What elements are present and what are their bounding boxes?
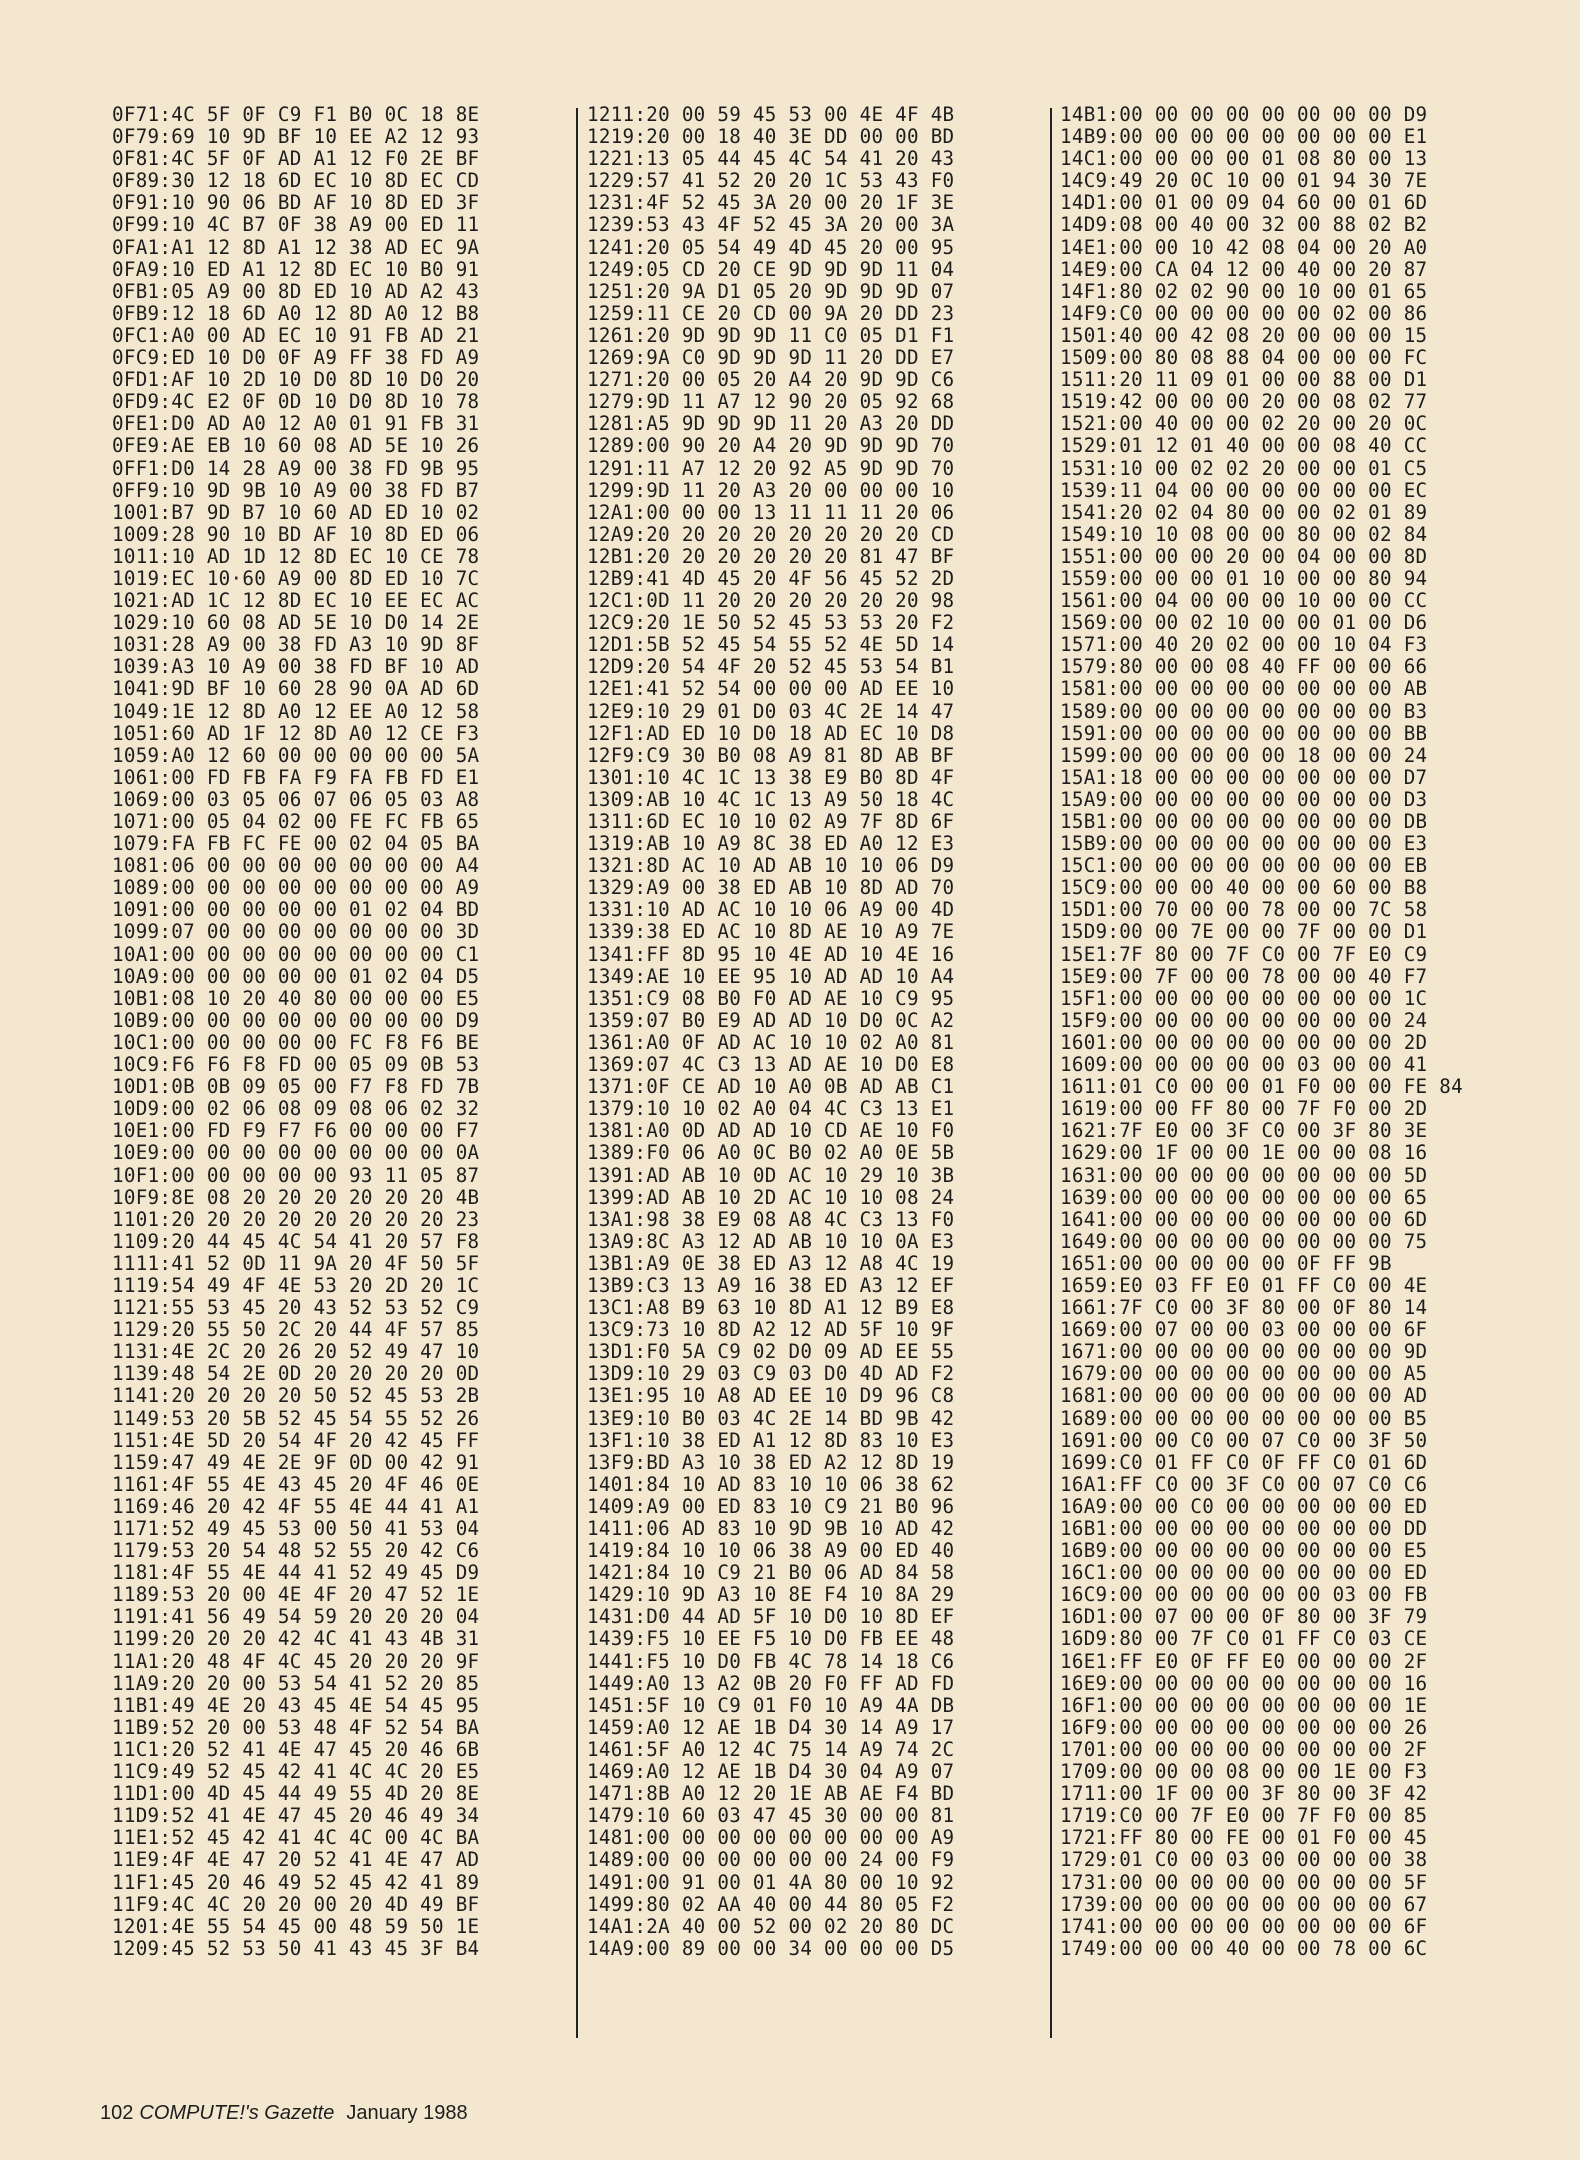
- listing-line: 1001:B7 9D B7 10 60 AD ED 10 02: [112, 500, 480, 524]
- listing-line: 13E9:10 B0 03 4C 2E 14 BD 9B 42: [587, 1406, 955, 1430]
- listing-line: 1681:00 00 00 00 00 00 00 00 AD: [1060, 1384, 1428, 1408]
- listing-line: 0FF1:D0 14 28 A9 00 38 FD 9B 95: [112, 456, 480, 480]
- listing-line: 1131:4E 2C 20 26 20 52 49 47 10: [112, 1340, 480, 1364]
- listing-line: 1731:00 00 00 00 00 00 00 00 5F: [1060, 1870, 1428, 1894]
- listing-line: 1639:00 00 00 00 00 00 00 00 65: [1060, 1185, 1428, 1209]
- listing-line: 1419:84 10 10 06 38 A9 00 ED 40: [587, 1539, 955, 1563]
- listing-line: 16E9:00 00 00 00 00 00 00 00 16: [1060, 1671, 1428, 1695]
- listing-line: 1701:00 00 00 00 00 00 00 00 2F: [1060, 1737, 1428, 1761]
- listing-line: 15E9:00 7F 00 00 78 00 00 40 F7: [1060, 964, 1428, 988]
- listing-line: 13A1:98 38 E9 08 A8 4C C3 13 F0: [587, 1207, 955, 1231]
- listing-line: 1331:10 AD AC 10 10 06 A9 00 4D: [587, 898, 955, 922]
- listing-line: 1741:00 00 00 00 00 00 00 00 6F: [1060, 1914, 1428, 1938]
- listing-line: 1411:06 AD 83 10 9D 9B 10 AD 42: [587, 1517, 955, 1540]
- listing-line: 11E1:52 45 42 41 4C 4C 00 4C BA: [112, 1826, 480, 1850]
- magazine-title: COMPUTE!'s Gazette: [139, 2102, 335, 2124]
- listing-line: 1061:00 FD FB FA F9 FA FB FD E1: [112, 765, 480, 789]
- listing-line: 1129:20 55 50 2C 20 44 4F 57 85: [112, 1318, 480, 1342]
- listing-line: 1221:13 05 44 45 4C 54 41 20 43: [587, 147, 955, 171]
- listing-line: 1489:00 00 00 00 00 00 24 00 F9: [587, 1848, 955, 1872]
- listing-line: 1661:7F C0 00 3F 80 00 0F 80 14: [1060, 1296, 1428, 1320]
- listing-line: 10F9:8E 08 20 20 20 20 20 20 4B: [112, 1185, 480, 1209]
- listing-line: 1339:38 ED AC 10 8D AE 10 A9 7E: [587, 920, 955, 944]
- listing-line: 12D9:20 54 4F 20 52 45 53 54 B1: [587, 655, 955, 679]
- listing-line: 1569:00 00 02 10 00 00 01 00 D6: [1060, 611, 1428, 635]
- listing-line: 10F1:00 00 00 00 00 93 11 05 87: [112, 1163, 480, 1187]
- listing-line: 1219:20 00 18 40 3E DD 00 00 BD: [587, 125, 955, 149]
- listing-line: 12F1:AD ED 10 D0 18 AD EC 10 D8: [587, 721, 955, 745]
- listing-column-3: [1060, 104, 1463, 1960]
- listing-line: 1599:00 00 00 00 00 18 00 00 24: [1060, 743, 1428, 767]
- listing-line: 12A1:00 00 00 13 11 11 11 20 06: [587, 500, 955, 524]
- listing-line: 1651:00 00 00 00 00 0F FF 9B: [1060, 1251, 1392, 1275]
- listing-line: 0FD1:AF 10 2D 10 D0 8D 10 D0 20: [112, 368, 480, 392]
- listing-line: 11F1:45 20 46 49 52 45 42 41 89: [112, 1870, 480, 1894]
- listing-line: 1471:8B A0 12 20 1E AB AE F4 BD: [587, 1782, 955, 1806]
- listing-line: 1311:6D EC 10 10 02 A9 7F 8D 6F: [587, 810, 955, 833]
- listing-line: 16D9:80 00 7F C0 01 FF C0 03 CE: [1060, 1627, 1428, 1651]
- listing-line: 1149:53 20 5B 52 45 54 55 52 26: [112, 1406, 480, 1430]
- listing-line: 16C1:00 00 00 00 00 00 00 00 ED: [1060, 1561, 1428, 1585]
- listing-line: 13C9:73 10 8D A2 12 AD 5F 10 9F: [587, 1318, 955, 1342]
- listing-line: 1081:06 00 00 00 00 00 00 00 A4: [112, 854, 480, 878]
- listing-line: 1379:10 10 02 A0 04 4C C3 13 E1: [587, 1097, 955, 1121]
- listing-line: 1459:A0 12 AE 1B D4 30 14 A9 17: [587, 1715, 955, 1739]
- listing-line: 1269:9A C0 9D 9D 9D 11 20 DD E7: [587, 346, 955, 370]
- listing-line: 16E1:FF E0 0F FF E0 00 00 00 2F: [1060, 1649, 1428, 1673]
- listing-line: 1441:F5 10 D0 FB 4C 78 14 18 C6: [587, 1649, 955, 1673]
- listing-line: 1289:00 90 20 A4 20 9D 9D 9D 70: [587, 434, 955, 458]
- listing-line: 1719:C0 00 7F E0 00 7F F0 00 85: [1060, 1804, 1428, 1828]
- listing-line: 1281:A5 9D 9D 9D 11 20 A3 20 DD: [587, 412, 955, 436]
- listing-line: 14D9:08 00 40 00 32 00 88 02 B2: [1060, 213, 1428, 237]
- listing-line: 1571:00 40 20 02 00 00 10 04 F3: [1060, 633, 1428, 657]
- listing-line: 1591:00 00 00 00 00 00 00 00 BB: [1060, 721, 1428, 745]
- listing-line: 0FE1:D0 AD A0 12 A0 01 91 FB 31: [112, 412, 480, 436]
- listing-line: 1029:10 60 08 AD 5E 10 D0 14 2E: [112, 611, 480, 635]
- listing-line: 1259:11 CE 20 CD 00 9A 20 DD 23: [587, 301, 955, 325]
- listing-line: 0FD9:4C E2 0F 0D 10 D0 8D 10 78: [112, 390, 480, 414]
- listing-line: 16C9:00 00 00 00 00 00 03 00 FB: [1060, 1583, 1428, 1607]
- listing-line: 1711:00 1F 00 00 3F 80 00 3F 42: [1060, 1782, 1428, 1806]
- listing-line: 1619:00 00 FF 80 00 7F F0 00 2D: [1060, 1097, 1428, 1121]
- listing-line: 13D9:10 29 03 C9 03 D0 4D AD F2: [587, 1362, 955, 1386]
- listing-line: 1629:00 1F 00 00 1E 00 00 08 16: [1060, 1141, 1428, 1165]
- listing-line: 11C9:49 52 45 42 41 4C 4C 20 E5: [112, 1760, 480, 1784]
- listing-line: 1611:01 C0 00 00 01 F0 00 00 FE 84: [1060, 1075, 1463, 1099]
- listing-line: 1659:E0 03 FF E0 01 FF C0 00 4E: [1060, 1273, 1428, 1297]
- column-divider: [1050, 108, 1052, 2038]
- listing-line: 1271:20 00 05 20 A4 20 9D 9D C6: [587, 368, 955, 392]
- listing-line: 1581:00 00 00 00 00 00 00 00 AB: [1060, 677, 1428, 701]
- listing-line: 1119:54 49 4F 4E 53 20 2D 20 1C: [112, 1273, 480, 1297]
- listing-line: 1239:53 43 4F 52 45 3A 20 00 3A: [587, 213, 955, 237]
- listing-line: 11E9:4F 4E 47 20 52 41 4E 47 AD: [112, 1848, 480, 1872]
- listing-line: 1171:52 49 45 53 00 50 41 53 04: [112, 1517, 480, 1540]
- listing-line: 1241:20 05 54 49 4D 45 20 00 95: [587, 235, 955, 259]
- listing-line: 14E9:00 CA 04 12 00 40 00 20 87: [1060, 257, 1428, 281]
- listing-line: 12A9:20 20 20 20 20 20 20 20 CD: [587, 522, 955, 546]
- listing-line: 16B9:00 00 00 00 00 00 00 00 E5: [1060, 1539, 1428, 1563]
- listing-line: 13F9:BD A3 10 38 ED A2 12 8D 19: [587, 1450, 955, 1474]
- listing-line: 1439:F5 10 EE F5 10 D0 FB EE 48: [587, 1627, 955, 1651]
- listing-line: 1501:40 00 42 08 20 00 00 00 15: [1060, 323, 1428, 347]
- listing-line: 1399:AD AB 10 2D AC 10 10 08 24: [587, 1185, 955, 1209]
- listing-line: 1511:20 11 09 01 00 00 88 00 D1: [1060, 368, 1428, 392]
- listing-line: 12C9:20 1E 50 52 45 53 53 20 F2: [587, 611, 955, 635]
- listing-line: 12C1:0D 11 20 20 20 20 20 20 98: [587, 589, 955, 613]
- listing-line: 10A1:00 00 00 00 00 00 00 00 C1: [112, 942, 480, 966]
- listing-line: 1601:00 00 00 00 00 00 00 00 2D: [1060, 1030, 1428, 1054]
- listing-line: 1371:0F CE AD 10 A0 0B AD AB C1: [587, 1075, 955, 1099]
- listing-line: 14C9:49 20 0C 10 00 01 94 30 7E: [1060, 169, 1428, 193]
- listing-line: 1111:41 52 0D 11 9A 20 4F 50 5F: [112, 1251, 480, 1275]
- listing-line: 10D1:0B 0B 09 05 00 F7 F8 FD 7B: [112, 1075, 480, 1099]
- listing-line: 1449:A0 13 A2 0B 20 F0 FF AD FD: [587, 1671, 955, 1695]
- listing-line: 11B1:49 4E 20 43 45 4E 54 45 95: [112, 1693, 480, 1717]
- listing-line: 1189:53 20 00 4E 4F 20 47 52 1E: [112, 1583, 480, 1607]
- listing-line: 14B1:00 00 00 00 00 00 00 00 D9: [1060, 103, 1428, 126]
- listing-line: 1039:A3 10 A9 00 38 FD BF 10 AD: [112, 655, 480, 679]
- listing-line: 1689:00 00 00 00 00 00 00 00 B5: [1060, 1406, 1428, 1430]
- listing-line: 13B1:A9 0E 38 ED A3 12 A8 4C 19: [587, 1251, 955, 1275]
- listing-line: 1739:00 00 00 00 00 00 00 00 67: [1060, 1892, 1428, 1916]
- listing-line: 10B9:00 00 00 00 00 00 00 00 D9: [112, 1008, 480, 1032]
- listing-line: 10E9:00 00 00 00 00 00 00 00 0A: [112, 1141, 480, 1165]
- listing-line: 1589:00 00 00 00 00 00 00 00 B3: [1060, 699, 1428, 723]
- listing-line: 1491:00 91 00 01 4A 80 00 10 92: [587, 1870, 955, 1894]
- listing-line: 13E1:95 10 A8 AD EE 10 D9 96 C8: [587, 1384, 955, 1408]
- listing-line: 0FA1:A1 12 8D A1 12 38 AD EC 9A: [112, 235, 480, 259]
- listing-line: 1121:55 53 45 20 43 52 53 52 C9: [112, 1296, 480, 1320]
- listing-line: 14F9:C0 00 00 00 00 00 02 00 86: [1060, 301, 1428, 325]
- listing-line: 1671:00 00 00 00 00 00 00 00 9D: [1060, 1340, 1428, 1364]
- listing-line: 11F9:4C 4C 20 20 00 20 4D 49 BF: [112, 1892, 480, 1916]
- listing-line: 0FC9:ED 10 D0 0F A9 FF 38 FD A9: [112, 346, 480, 370]
- listing-line: 11C1:20 52 41 4E 47 45 20 46 6B: [112, 1737, 480, 1761]
- listing-line: 0F81:4C 5F 0F AD A1 12 F0 2E BF: [112, 147, 480, 171]
- listing-line: 1051:60 AD 1F 12 8D A0 12 CE F3: [112, 721, 480, 745]
- listing-line: 1401:84 10 AD 83 10 10 06 38 62: [587, 1472, 955, 1496]
- listing-line: 15B9:00 00 00 00 00 00 00 00 E3: [1060, 832, 1428, 856]
- listing-line: 1709:00 00 00 08 00 00 1E 00 F3: [1060, 1760, 1428, 1784]
- listing-line: 1649:00 00 00 00 00 00 00 00 75: [1060, 1229, 1428, 1253]
- listing-line: 11A1:20 48 4F 4C 45 20 20 20 9F: [112, 1649, 480, 1673]
- listing-line: 1151:4E 5D 20 54 4F 20 42 45 FF: [112, 1428, 480, 1452]
- listing-line: 15D9:00 00 7E 00 00 7F 00 00 D1: [1060, 920, 1428, 944]
- listing-line: 1431:D0 44 AD 5F 10 D0 10 8D EF: [587, 1605, 955, 1629]
- listing-line: 1539:11 04 00 00 00 00 00 00 EC: [1060, 478, 1428, 502]
- listing-line: 12E9:10 29 01 D0 03 4C 2E 14 47: [587, 699, 955, 723]
- listing-line: 1279:9D 11 A7 12 90 20 05 92 68: [587, 390, 955, 414]
- listing-line: 1691:00 00 C0 00 07 C0 00 3F 50: [1060, 1428, 1428, 1452]
- listing-line: 13F1:10 38 ED A1 12 8D 83 10 E3: [587, 1428, 955, 1452]
- listing-line: 1309:AB 10 4C 1C 13 A9 50 18 4C: [587, 787, 955, 811]
- listing-line: 1211:20 00 59 45 53 00 4E 4F 4B: [587, 103, 955, 126]
- listing-line: 1049:1E 12 8D A0 12 EE A0 12 58: [112, 699, 480, 723]
- listing-line: 1301:10 4C 1C 13 38 E9 B0 8D 4F: [587, 765, 955, 789]
- listing-line: 0FB9:12 18 6D A0 12 8D A0 12 B8: [112, 301, 480, 325]
- listing-line: 13D1:F0 5A C9 02 D0 09 AD EE 55: [587, 1340, 955, 1364]
- listing-line: 1019:EC 10·60 A9 00 8D ED 10 7C: [112, 566, 480, 590]
- listing-line: 1509:00 80 08 88 04 00 00 00 FC: [1060, 346, 1428, 370]
- listing-line: 15A1:18 00 00 00 00 00 00 00 D7: [1060, 765, 1428, 789]
- listing-line: 0F89:30 12 18 6D EC 10 8D EC CD: [112, 169, 480, 193]
- listing-line: 1199:20 20 20 42 4C 41 43 4B 31: [112, 1627, 480, 1651]
- listing-line: 1641:00 00 00 00 00 00 00 00 6D: [1060, 1207, 1428, 1231]
- listing-line: 10C1:00 00 00 00 00 FC F8 F6 BE: [112, 1030, 480, 1054]
- listing-line: 1291:11 A7 12 20 92 A5 9D 9D 70: [587, 456, 955, 480]
- listing-line: 1251:20 9A D1 05 20 9D 9D 9D 07: [587, 279, 955, 303]
- listing-line: 12B1:20 20 20 20 20 20 81 47 BF: [587, 544, 955, 568]
- listing-line: 13A9:8C A3 12 AD AB 10 10 0A E3: [587, 1229, 955, 1253]
- listing-line: 1561:00 04 00 00 00 10 00 00 CC: [1060, 589, 1428, 613]
- listing-line: 12F9:C9 30 B0 08 A9 81 8D AB BF: [587, 743, 955, 767]
- listing-line: 1229:57 41 52 20 20 1C 53 43 F0: [587, 169, 955, 193]
- listing-line: 1299:9D 11 20 A3 20 00 00 00 10: [587, 478, 955, 502]
- listing-line: 1721:FF 80 00 FE 00 01 F0 00 45: [1060, 1826, 1428, 1850]
- listing-line: 1389:F0 06 A0 0C B0 02 A0 0E 5B: [587, 1141, 955, 1165]
- listing-line: 13B9:C3 13 A9 16 38 ED A3 12 EF: [587, 1273, 955, 1297]
- listing-line: 1469:A0 12 AE 1B D4 30 04 A9 07: [587, 1760, 955, 1784]
- listing-line: 14B9:00 00 00 00 00 00 00 00 E1: [1060, 125, 1428, 149]
- listing-line: 1261:20 9D 9D 9D 11 C0 05 D1 F1: [587, 323, 955, 347]
- listing-line: 12B9:41 4D 45 20 4F 56 45 52 2D: [587, 566, 955, 590]
- listing-line: 14A9:00 89 00 00 34 00 00 00 D5: [587, 1936, 955, 1960]
- listing-line: 16A1:FF C0 00 3F C0 00 07 C0 C6: [1060, 1472, 1428, 1496]
- listing-line: 1091:00 00 00 00 00 01 02 04 BD: [112, 898, 480, 922]
- listing-line: 15E1:7F 80 00 7F C0 00 7F E0 C9: [1060, 942, 1428, 966]
- listing-line: 11D1:00 4D 45 44 49 55 4D 20 8E: [112, 1782, 480, 1806]
- listing-line: 1101:20 20 20 20 20 20 20 20 23: [112, 1207, 480, 1231]
- listing-line: 1549:10 10 08 00 00 80 00 02 84: [1060, 522, 1428, 546]
- listing-line: 1521:00 40 00 00 02 20 00 20 0C: [1060, 412, 1428, 436]
- listing-line: 16D1:00 07 00 00 0F 80 00 3F 79: [1060, 1605, 1428, 1629]
- listing-line: 0FB1:05 A9 00 8D ED 10 AD A2 43: [112, 279, 480, 303]
- listing-line: 11B9:52 20 00 53 48 4F 52 54 BA: [112, 1715, 480, 1739]
- listing-line: 1011:10 AD 1D 12 8D EC 10 CE 78: [112, 544, 480, 568]
- listing-line: 15C1:00 00 00 00 00 00 00 00 EB: [1060, 854, 1428, 878]
- listing-line: 1161:4F 55 4E 43 45 20 4F 46 0E: [112, 1472, 480, 1496]
- listing-line: 1669:00 07 00 00 03 00 00 00 6F: [1060, 1318, 1428, 1342]
- machine-language-listing: [100, 104, 1580, 2064]
- listing-line: 1559:00 00 00 01 10 00 00 80 94: [1060, 566, 1428, 590]
- listing-line: 12D1:5B 52 45 54 55 52 4E 5D 14: [587, 633, 955, 657]
- listing-line: 1429:10 9D A3 10 8E F4 10 8A 29: [587, 1583, 955, 1607]
- listing-line: 1609:00 00 00 00 00 03 00 00 41: [1060, 1053, 1428, 1077]
- listing-line: 1079:FA FB FC FE 00 02 04 05 BA: [112, 832, 480, 856]
- listing-line: 10E1:00 FD F9 F7 F6 00 00 00 F7: [112, 1119, 480, 1143]
- listing-line: 1249:05 CD 20 CE 9D 9D 9D 11 04: [587, 257, 955, 281]
- listing-line: 14A1:2A 40 00 52 00 02 20 80 DC: [587, 1914, 955, 1938]
- listing-line: 1109:20 44 45 4C 54 41 20 57 F8: [112, 1229, 480, 1253]
- listing-line: 1181:4F 55 4E 44 41 52 49 45 D9: [112, 1561, 480, 1585]
- listing-line: 1321:8D AC 10 AD AB 10 10 06 D9: [587, 854, 955, 878]
- listing-line: 16F9:00 00 00 00 00 00 00 00 26: [1060, 1715, 1428, 1739]
- listing-line: 1481:00 00 00 00 00 00 00 00 A9: [587, 1826, 955, 1850]
- listing-line: 15B1:00 00 00 00 00 00 00 00 DB: [1060, 810, 1428, 833]
- listing-line: 1699:C0 01 FF C0 0F FF C0 01 6D: [1060, 1450, 1428, 1474]
- listing-line: 1071:00 05 04 02 00 FE FC FB 65: [112, 810, 480, 833]
- listing-line: 10B1:08 10 20 40 80 00 00 00 E5: [112, 986, 480, 1010]
- listing-line: 0FE9:AE EB 10 60 08 AD 5E 10 26: [112, 434, 480, 458]
- listing-line: 1541:20 02 04 80 00 00 02 01 89: [1060, 500, 1428, 524]
- column-divider: [576, 108, 578, 2038]
- listing-line: 1179:53 20 54 48 52 55 20 42 C6: [112, 1539, 480, 1563]
- issue-date: January 1988: [346, 2102, 468, 2124]
- listing-line: 1499:80 02 AA 40 00 44 80 05 F2: [587, 1892, 955, 1916]
- listing-line: 1631:00 00 00 00 00 00 00 00 5D: [1060, 1163, 1428, 1187]
- listing-line: 1519:42 00 00 00 20 00 08 02 77: [1060, 390, 1428, 414]
- listing-line: 1381:A0 0D AD AD 10 CD AE 10 F0: [587, 1119, 955, 1143]
- listing-line: 1231:4F 52 45 3A 20 00 20 1F 3E: [587, 191, 955, 215]
- listing-line: 10D9:00 02 06 08 09 08 06 02 32: [112, 1097, 480, 1121]
- listing-line: 15A9:00 00 00 00 00 00 00 00 D3: [1060, 787, 1428, 811]
- listing-line: 1099:07 00 00 00 00 00 00 00 3D: [112, 920, 480, 944]
- listing-line: 1009:28 90 10 BD AF 10 8D ED 06: [112, 522, 480, 546]
- listing-line: 1361:A0 0F AD AC 10 10 02 A0 81: [587, 1030, 955, 1054]
- listing-line: 16B1:00 00 00 00 00 00 00 00 DD: [1060, 1517, 1428, 1540]
- listing-line: 14C1:00 00 00 00 01 08 80 00 13: [1060, 147, 1428, 171]
- listing-line: 14E1:00 00 10 42 08 04 00 20 A0: [1060, 235, 1428, 259]
- listing-line: 16F1:00 00 00 00 00 00 00 00 1E: [1060, 1693, 1428, 1717]
- listing-line: 1729:01 C0 00 03 00 00 00 00 38: [1060, 1848, 1428, 1872]
- listing-line: 1551:00 00 00 20 00 04 00 00 8D: [1060, 544, 1428, 568]
- listing-line: 1359:07 B0 E9 AD AD 10 D0 0C A2: [587, 1008, 955, 1032]
- listing-line: 1349:AE 10 EE 95 10 AD AD 10 A4: [587, 964, 955, 988]
- listing-line: 1169:46 20 42 4F 55 4E 44 41 A1: [112, 1494, 480, 1518]
- listing-line: 1409:A9 00 ED 83 10 C9 21 B0 96: [587, 1494, 955, 1518]
- listing-line: 1451:5F 10 C9 01 F0 10 A9 4A DB: [587, 1693, 955, 1717]
- listing-line: 1479:10 60 03 47 45 30 00 00 81: [587, 1804, 955, 1828]
- listing-line: 0FC1:A0 00 AD EC 10 91 FB AD 21: [112, 323, 480, 347]
- listing-line: 1341:FF 8D 95 10 4E AD 10 4E 16: [587, 942, 955, 966]
- listing-line: 1579:80 00 00 08 40 FF 00 00 66: [1060, 655, 1428, 679]
- listing-line: 1031:28 A9 00 38 FD A3 10 9D 8F: [112, 633, 480, 657]
- listing-line: 15F1:00 00 00 00 00 00 00 00 1C: [1060, 986, 1428, 1010]
- listing-line: 11D9:52 41 4E 47 45 20 46 49 34: [112, 1804, 480, 1828]
- listing-column-2: [587, 104, 954, 1960]
- listing-line: 12E1:41 52 54 00 00 00 AD EE 10: [587, 677, 955, 701]
- listing-line: 1021:AD 1C 12 8D EC 10 EE EC AC: [112, 589, 480, 613]
- listing-line: 1421:84 10 C9 21 B0 06 AD 84 58: [587, 1561, 955, 1585]
- listing-line: 1089:00 00 00 00 00 00 00 00 A9: [112, 876, 480, 900]
- listing-line: 15F9:00 00 00 00 00 00 00 00 24: [1060, 1008, 1428, 1032]
- listing-line: 1461:5F A0 12 4C 75 14 A9 74 2C: [587, 1737, 955, 1761]
- listing-line: 16A9:00 00 C0 00 00 00 00 00 ED: [1060, 1494, 1428, 1518]
- page-number: 102: [100, 2102, 134, 2124]
- listing-line: 14F1:80 02 02 90 00 10 00 01 65: [1060, 279, 1428, 303]
- listing-line: 13C1:A8 B9 63 10 8D A1 12 B9 E8: [587, 1296, 955, 1320]
- listing-line: 1329:A9 00 38 ED AB 10 8D AD 70: [587, 876, 955, 900]
- listing-line: 1531:10 00 02 02 20 00 00 01 C5: [1060, 456, 1428, 480]
- listing-line: 11A9:20 20 00 53 54 41 52 20 85: [112, 1671, 480, 1695]
- listing-line: 0F71:4C 5F 0F C9 F1 B0 0C 18 8E: [112, 103, 480, 126]
- listing-line: 1141:20 20 20 20 50 52 45 53 2B: [112, 1384, 480, 1408]
- listing-line: 10A9:00 00 00 00 00 01 02 04 D5: [112, 964, 480, 988]
- listing-line: 1621:7F E0 00 3F C0 00 3F 80 3E: [1060, 1119, 1428, 1143]
- listing-line: 1209:45 52 53 50 41 43 45 3F B4: [112, 1936, 480, 1960]
- listing-line: 1159:47 49 4E 2E 9F 0D 00 42 91: [112, 1450, 480, 1474]
- listing-line: 0F91:10 90 06 BD AF 10 8D ED 3F: [112, 191, 480, 215]
- listing-line: 1369:07 4C C3 13 AD AE 10 D0 E8: [587, 1053, 955, 1077]
- listing-line: 1201:4E 55 54 45 00 48 59 50 1E: [112, 1914, 480, 1938]
- page-footer: [100, 2102, 468, 2125]
- listing-line: 1041:9D BF 10 60 28 90 0A AD 6D: [112, 677, 480, 701]
- listing-line: 1391:AD AB 10 0D AC 10 29 10 3B: [587, 1163, 955, 1187]
- listing-line: 1351:C9 08 B0 F0 AD AE 10 C9 95: [587, 986, 955, 1010]
- listing-line: 0FA9:10 ED A1 12 8D EC 10 B0 91: [112, 257, 480, 281]
- listing-line: 1059:A0 12 60 00 00 00 00 00 5A: [112, 743, 480, 767]
- listing-line: 1319:AB 10 A9 8C 38 ED A0 12 E3: [587, 832, 955, 856]
- listing-line: 0FF9:10 9D 9B 10 A9 00 38 FD B7: [112, 478, 480, 502]
- listing-line: 0F79:69 10 9D BF 10 EE A2 12 93: [112, 125, 480, 149]
- listing-line: 1139:48 54 2E 0D 20 20 20 20 0D: [112, 1362, 480, 1386]
- listing-line: 15D1:00 70 00 00 78 00 00 7C 58: [1060, 898, 1428, 922]
- listing-line: 0F99:10 4C B7 0F 38 A9 00 ED 11: [112, 213, 480, 237]
- listing-line: 1529:01 12 01 40 00 00 08 40 CC: [1060, 434, 1428, 458]
- listing-column-1: [112, 104, 479, 1960]
- listing-line: 1069:00 03 05 06 07 06 05 03 A8: [112, 787, 480, 811]
- listing-line: 14D1:00 01 00 09 04 60 00 01 6D: [1060, 191, 1428, 215]
- listing-line: 15C9:00 00 00 40 00 00 60 00 B8: [1060, 876, 1428, 900]
- listing-line: 1191:41 56 49 54 59 20 20 20 04: [112, 1605, 480, 1629]
- listing-line: 1749:00 00 00 40 00 00 78 00 6C: [1060, 1936, 1428, 1960]
- listing-line: 10C9:F6 F6 F8 FD 00 05 09 0B 53: [112, 1053, 480, 1077]
- listing-line: 1679:00 00 00 00 00 00 00 00 A5: [1060, 1362, 1428, 1386]
